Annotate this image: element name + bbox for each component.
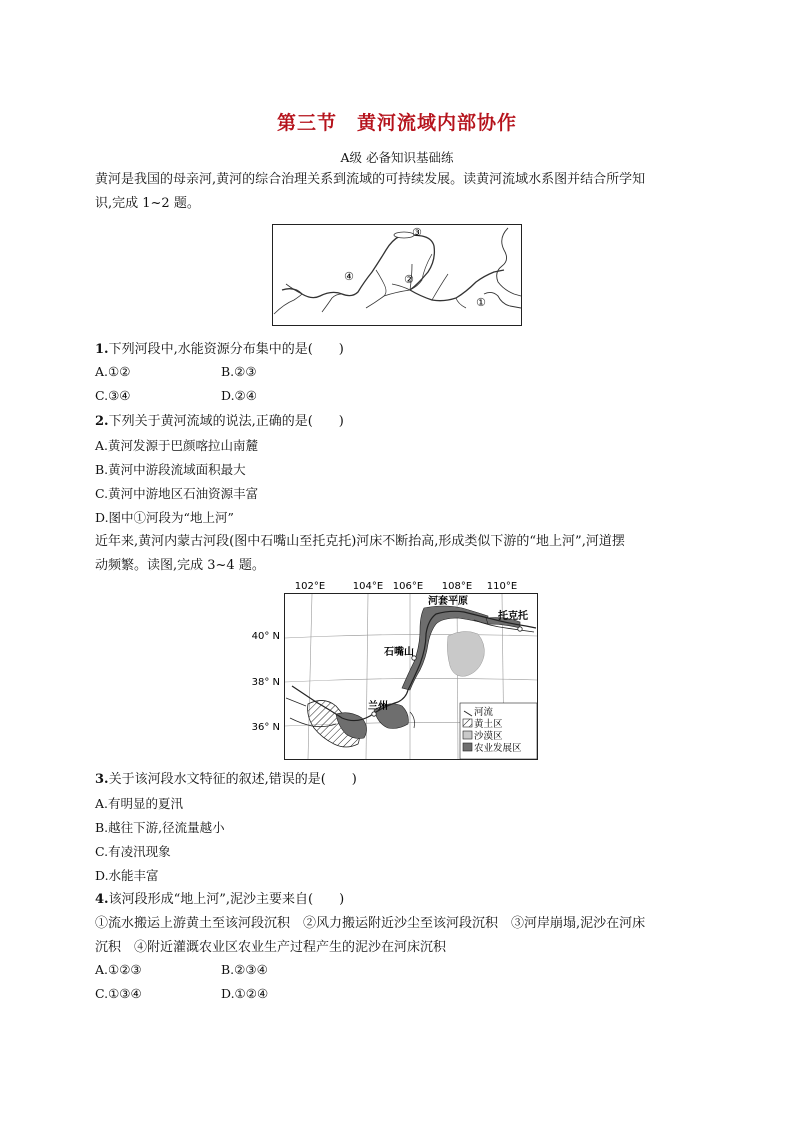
lon-label-102: 102°E [294,581,326,592]
question-3-number: 3. [95,772,109,787]
place-shizuishan: 石嘴山 [384,647,414,658]
q1-option-b: B.②③ [221,364,257,379]
place-hetao-plain: 河套平原 [428,596,468,607]
intro-1-line-1: 黄河是我国的母亲河,黄河的综合治理关系到流域的可持续发展。读黄河流域水系图并结合所学知 [95,172,646,187]
q1-option-a: A.①② [95,364,131,379]
legend-desert-icon [463,731,472,739]
q3-option-b: B.越往下游,径流量越小 [95,820,225,835]
q4-option-c: C.①③④ [95,986,142,1001]
map1-label-1: ① [476,296,486,309]
q4-option-a: A.①②③ [95,962,142,977]
intro-2-line-1: 近年来,黄河内蒙古河段(图中石嘴山至托克托)河床不断抬高,形成类似下游的“地上河”,河道摆 [95,534,625,549]
inner-mongolia-reach-map [250,578,542,762]
lat-label-38: 38° N [251,677,280,688]
level-subtitle: A级 必备知识基础练 [340,150,454,165]
question-2 [95,412,344,432]
page-title: 第三节 黄河流域内部协作 [276,112,517,134]
q2-option-c: C.黄河中游地区石油资源丰富 [95,486,259,501]
yellow-river-map [272,224,522,326]
question-1-text: 下列河段中,水能资源分布集中的是( ) [108,342,344,357]
lon-label-104: 104°E [352,581,384,592]
q2-option-d: D.图中①河段为“地上河” [95,510,234,525]
q4-option-d: D.①②④ [221,986,269,1001]
map1-label-4: ④ [344,270,354,283]
place-lanzhou: 兰州 [368,701,388,712]
question-3 [95,770,357,790]
q2-option-a: A.黄河发源于巴颜喀拉山南麓 [95,438,259,453]
q3-option-a: A.有明显的夏汛 [95,796,184,811]
intro-1-line-2: 识,完成 1~2 题。 [95,196,200,211]
legend-desert: 沙漠区 [474,731,503,742]
q4-option-b: B.②③④ [221,962,268,977]
intro-2-line-2: 动频繁。读图,完成 3~4 题。 [95,558,265,573]
place-tuoketuo: 托克托 [498,611,528,622]
map1-label-3: ③ [412,226,422,239]
question-4-number: 4. [95,892,109,907]
question-4-text: 该河段形成“地上河”,泥沙主要来自( ) [108,892,345,907]
question-2-text: 下列关于黄河流域的说法,正确的是( ) [108,414,344,429]
q4-statement-line-1: ①流水搬运上游黄土至该河段沉积 ②风力搬运附近沙尘至该河段沉积 ③河岸崩塌,泥沙在河床 [95,916,646,931]
q3-option-c: C.有凌汛现象 [95,844,171,859]
q2-option-b: B.黄河中游段流域面积最大 [95,462,246,477]
legend-loess-icon [463,719,472,727]
lat-label-40: 40° N [251,631,280,642]
map1-label-2: ② [404,273,414,286]
question-1-number: 1. [95,342,109,357]
question-3-text: 关于该河段水文特征的叙述,错误的是( ) [108,772,357,787]
lat-label-36: 36° N [251,722,280,733]
q1-option-c: C.③④ [95,388,131,403]
q3-option-d: D.水能丰富 [95,868,159,883]
lon-label-108: 108°E [441,581,473,592]
lon-label-110: 110°E [486,581,518,592]
question-4 [95,890,344,910]
q4-statement-line-2: 沉积 ④附近灌溉农业区农业生产过程产生的泥沙在河床沉积 [95,940,447,955]
legend-agri: 农业发展区 [474,743,522,754]
question-1 [95,340,344,360]
lon-label-106: 106°E [392,581,424,592]
q1-option-d: D.②④ [221,388,257,403]
legend-river: 河流 [474,707,494,718]
question-2-number: 2. [95,414,109,429]
legend-agri-icon [463,743,472,751]
legend-loess: 黄土区 [474,719,503,730]
